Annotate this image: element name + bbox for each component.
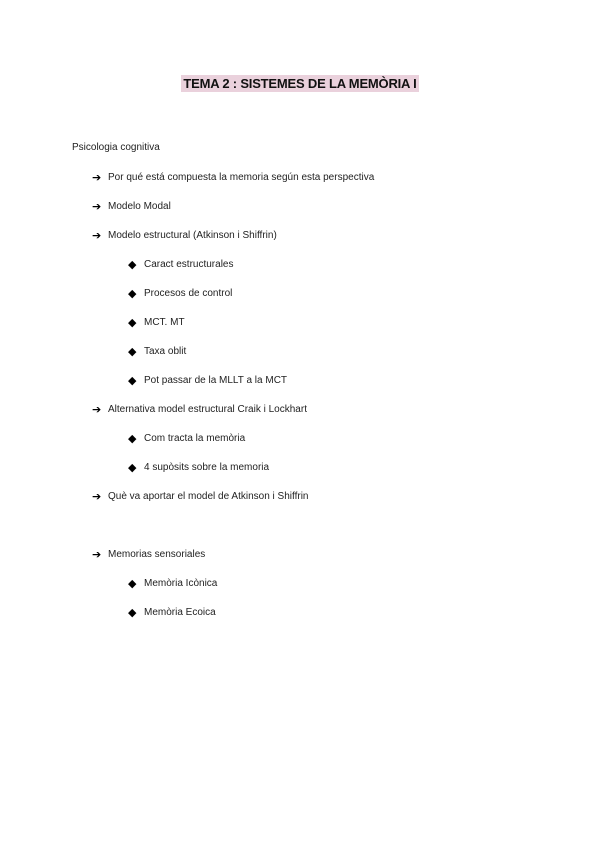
outline-subitem-text: Caract estructurales xyxy=(144,259,234,270)
arrow-icon: ➔ xyxy=(92,404,102,416)
outline-item xyxy=(92,200,171,213)
outline-item xyxy=(92,548,205,561)
diamond-bullet-icon: ◆ xyxy=(128,433,137,445)
diamond-bullet-icon: ◆ xyxy=(128,578,137,590)
outline-subitem-text: Com tracta la memòria xyxy=(144,433,246,444)
arrow-icon: ➔ xyxy=(92,201,102,213)
outline-item-text: Modelo Modal xyxy=(108,201,171,212)
diamond-bullet-icon: ◆ xyxy=(128,462,137,474)
outline-subitem xyxy=(128,374,287,387)
diamond-bullet-icon: ◆ xyxy=(128,259,137,271)
section-label: Psicologia cognitiva xyxy=(72,142,160,153)
outline-subitem xyxy=(128,345,186,358)
title-container xyxy=(0,75,600,93)
arrow-icon: ➔ xyxy=(92,230,102,242)
outline-item xyxy=(92,171,374,184)
outline-item-text: Alternativa model estructural Craik i Lockhart xyxy=(108,404,307,415)
outline-subitem-text: MCT. MT xyxy=(144,317,185,328)
document-title: TEMA 2 : SISTEMES DE LA MEMÒRIA I xyxy=(183,76,417,91)
arrow-icon: ➔ xyxy=(92,172,102,184)
outline-item-text: Memorias sensoriales xyxy=(108,549,206,560)
diamond-bullet-icon: ◆ xyxy=(128,288,137,300)
diamond-bullet-icon: ◆ xyxy=(128,607,137,619)
outline-subitem-text: Memòria Ecoica xyxy=(144,607,216,618)
outline-item-text: Modelo estructural (Atkinson i Shiffrin) xyxy=(108,230,277,241)
outline-subitem-text: Procesos de control xyxy=(144,288,233,299)
arrow-icon: ➔ xyxy=(92,491,102,503)
diamond-bullet-icon: ◆ xyxy=(128,346,137,358)
outline-subitem-text: 4 supòsits sobre la memoria xyxy=(144,462,270,473)
outline-item-text: Què va aportar el model de Atkinson i Shiffrin xyxy=(108,491,309,502)
outline-subitem xyxy=(128,606,216,619)
diamond-bullet-icon: ◆ xyxy=(128,375,137,387)
outline-subitem xyxy=(128,316,185,329)
diamond-bullet-icon: ◆ xyxy=(128,317,137,329)
outline-subitem xyxy=(128,432,245,445)
outline-item-text: Por qué está compuesta la memoria según esta perspectiva xyxy=(108,172,375,183)
outline-subitem-text: Taxa oblit xyxy=(144,346,187,357)
outline-subitem-text: Pot passar de la MLLT a la MCT xyxy=(144,375,288,386)
outline-subitem xyxy=(128,461,269,474)
outline-subitem-text: Memòria Icònica xyxy=(144,578,218,589)
outline-item xyxy=(92,403,307,416)
outline-item xyxy=(92,490,308,503)
outline-subitem xyxy=(128,577,217,590)
outline-subitem xyxy=(128,287,232,300)
outline-subitem xyxy=(128,258,233,271)
arrow-icon: ➔ xyxy=(92,549,102,561)
outline-item xyxy=(92,229,277,242)
